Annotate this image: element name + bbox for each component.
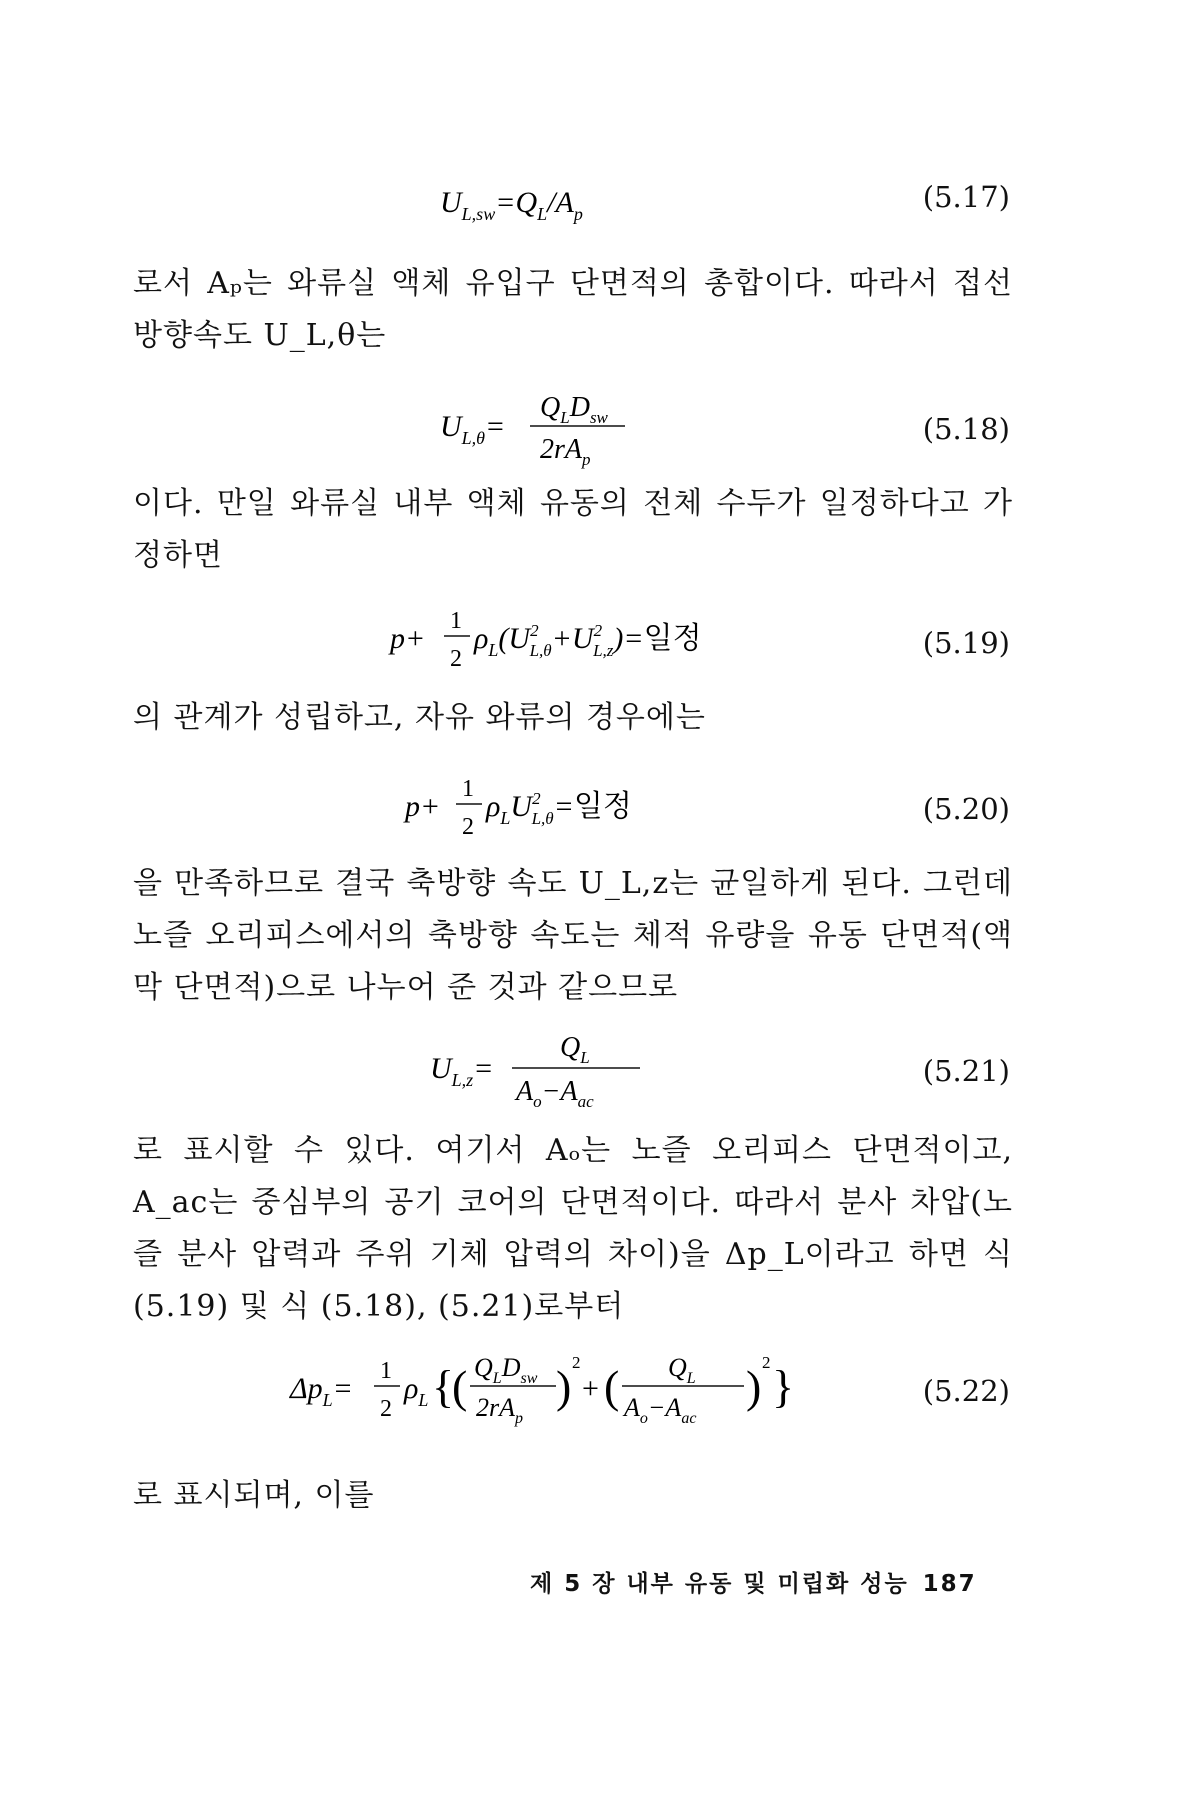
svg-text:(: ( (452, 1361, 468, 1412)
svg-text:Ao−Aac: $A_o-A_{ac}$ (624, 1393, 697, 1427)
svg-text:QLDsw: $Q_LD_{sw}$ (540, 392, 608, 427)
svg-text:2rAp: $2rA_p$ (476, 1393, 523, 1427)
equation-number: (5.20) (922, 792, 1010, 826)
running-footer-chapter: 제 5 장 내부 유동 및 미립화 성능 (530, 1571, 909, 1597)
paragraph-text: 로 표시되며, 이를 (133, 1478, 375, 1513)
svg-text:ρL: $\rho_L$ (404, 1372, 429, 1410)
page-footer (530, 1565, 977, 1598)
equation-5-20 (0, 768, 1200, 848)
paragraph-5 (133, 1125, 1013, 1333)
paragraph-text: 을 만족하므로 결국 축방향 속도 U_L,z는 균일하게 된다. 그런데 노즐 오리피스에서의 축방향 속도는 체적 유량을 유동 단면적(액막 단면적)으로 나누어 준 것과 같으므로 (133, 866, 1013, 1005)
svg-text:UL,sw=QL/Ap: $U_{L,sw}=Q_L/A_p$ (440, 186, 583, 224)
svg-text:2: 2 (572, 1353, 581, 1372)
svg-text:2: 2 (450, 646, 462, 672)
svg-text:UL,θ=: $U_{L,\theta}=$ (440, 410, 506, 448)
svg-text:(: ( (604, 1361, 620, 1412)
svg-text:2: 2 (762, 1353, 771, 1372)
equation-5-17 (0, 172, 1200, 252)
svg-text:p+: p+ (405, 790, 441, 823)
svg-text:QL: $Q_L$ (668, 1353, 696, 1387)
equation-5-22 (0, 1350, 1200, 1430)
svg-text:2: 2 (380, 1396, 392, 1422)
equation-5-21-formula (0, 1032, 1200, 1112)
svg-text:UL,z=: $U_{L,z}=$ (430, 1052, 494, 1090)
svg-text:QLDsw: $Q_LD_{sw}$ (474, 1353, 538, 1387)
equation-number: (5.21) (922, 1054, 1010, 1088)
svg-text:{: { (432, 1361, 455, 1412)
svg-text:ΔpL=: $\Delta p_L=$ (290, 1372, 353, 1410)
equation-5-18-formula (0, 390, 1200, 470)
svg-text:Ao−Aac: $A_o-A_{ac}$ (516, 1076, 594, 1111)
svg-text:1: 1 (450, 608, 462, 634)
svg-text:1: 1 (462, 776, 474, 802)
paragraph-text: 로 표시할 수 있다. 여기서 Aₒ는 노즐 오리피스 단면적이고, A_ac는 중심부의 공기 코어의 단면적이다. 따라서 분사 차압(노즐 분사 압력과 주위 기체 압력의 차이)을 Δp_L이라고 하면 식 (5.19) 및 식 (5.18), (5.21)로부터 (133, 1133, 1013, 1324)
equation-number: (5.17) (922, 180, 1010, 214)
equation-number: (5.22) (922, 1374, 1010, 1408)
paragraph-1 (133, 258, 1013, 362)
svg-text:): ) (746, 1361, 762, 1412)
paragraph-2 (133, 478, 1013, 582)
equation-number: (5.18) (922, 412, 1010, 446)
svg-text:QL: $Q_L$ (560, 1032, 590, 1067)
svg-text:): ) (556, 1361, 572, 1412)
svg-text:ρLU2L,θ=일정: $\rho_LU^2$ L,θ=일정 (486, 789, 632, 828)
equation-number: (5.19) (922, 626, 1010, 660)
paragraph-4 (133, 858, 1013, 1014)
equation-5-20-formula (0, 768, 1200, 848)
svg-text:1: 1 (380, 1358, 392, 1384)
page-number: 187 (922, 1571, 977, 1597)
equation-5-21 (0, 1032, 1200, 1112)
equation-5-19 (0, 600, 1200, 680)
paragraph-3 (133, 692, 1013, 744)
svg-text:+: + (582, 1372, 599, 1405)
svg-text:2rAp: $2rA_p$ (540, 434, 591, 469)
svg-text:}: } (772, 1361, 795, 1412)
equation-5-22-formula (0, 1350, 1200, 1430)
svg-text:ρL(U2L,θ+U2L,z)=일정: $\rho_L(U^2$ $L,\theta+U^2$ L,z)=일정 (474, 621, 702, 660)
equation-5-19-formula (0, 600, 1200, 680)
equation-5-18 (0, 390, 1200, 470)
svg-text:p+: p+ (390, 622, 426, 655)
paragraph-6 (133, 1470, 1013, 1522)
paragraph-text: 이다. 만일 와류실 내부 액체 유동의 전체 수두가 일정하다고 가정하면 (133, 486, 1013, 573)
equation-5-17-formula (0, 172, 1200, 252)
paragraph-text: 로서 Aₚ는 와류실 액체 유입구 단면적의 총합이다. 따라서 접선 방향속도 U_L,θ는 (133, 266, 1013, 353)
svg-text:2: 2 (462, 814, 474, 840)
paragraph-text: 의 관계가 성립하고, 자유 와류의 경우에는 (133, 700, 706, 735)
